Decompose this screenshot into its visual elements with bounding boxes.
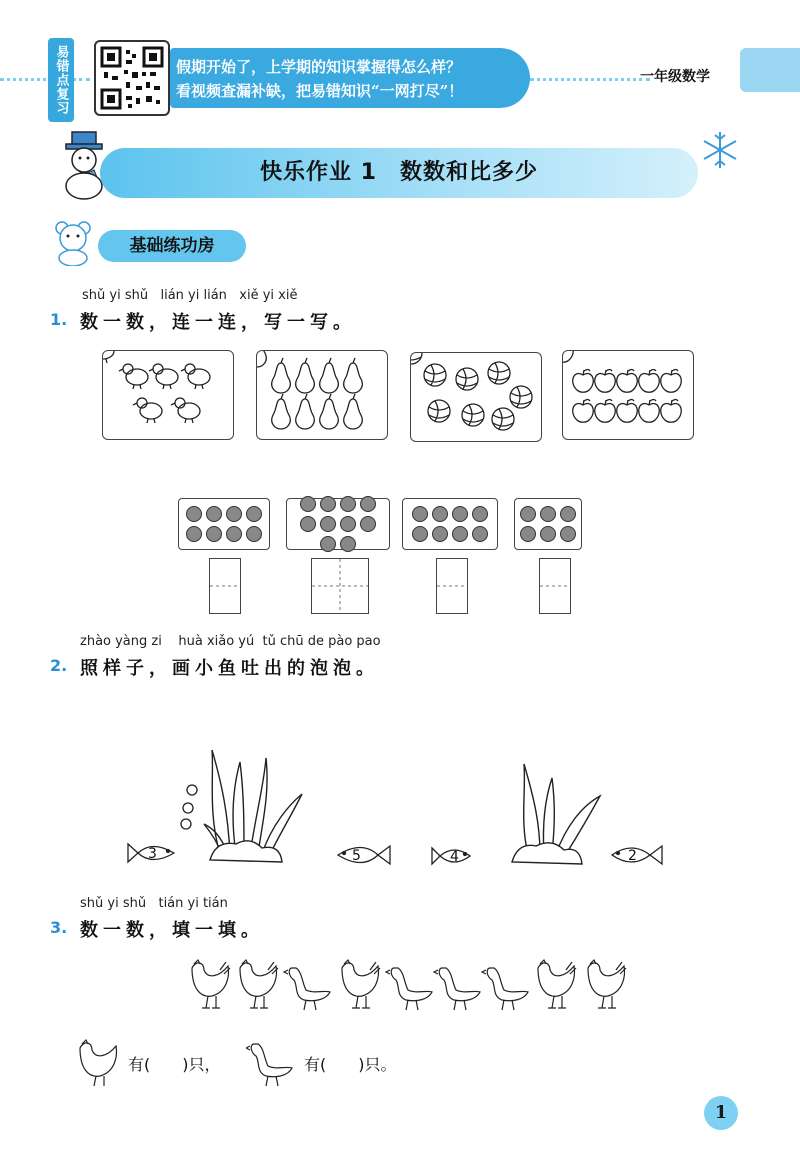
counting-dot bbox=[246, 506, 262, 522]
fish-icon bbox=[332, 840, 392, 874]
bear-icon bbox=[48, 218, 98, 270]
counting-dot bbox=[452, 526, 468, 542]
side-tag: 易错点复习 bbox=[48, 38, 74, 122]
fish-number: 5 bbox=[352, 848, 361, 864]
counting-dot bbox=[360, 496, 376, 512]
banner-line-1: 假期开始了，上学期的知识掌握得怎么样？ bbox=[176, 58, 462, 76]
counting-dot bbox=[206, 506, 222, 522]
qr-code-icon[interactable] bbox=[94, 40, 170, 116]
counting-dot bbox=[540, 506, 556, 522]
dot-box-2[interactable] bbox=[286, 498, 390, 550]
fish-icon bbox=[430, 842, 480, 874]
write-box-4[interactable] bbox=[539, 558, 571, 614]
rooster-count-fill[interactable]: 有( )只， bbox=[128, 1055, 221, 1074]
section-title: 基础练功房 bbox=[129, 236, 215, 256]
counting-dot bbox=[340, 516, 356, 532]
counting-dot bbox=[226, 506, 242, 522]
dot-box-3[interactable] bbox=[402, 498, 498, 550]
banner-line-2: 看视频查漏补缺，把易错知识“一网打尽”！ bbox=[176, 82, 464, 100]
counting-dot bbox=[320, 516, 336, 532]
bubbles-icon bbox=[176, 782, 206, 838]
counting-dot bbox=[472, 526, 488, 542]
header-dotted-line-right bbox=[530, 78, 650, 83]
counting-dot bbox=[360, 516, 376, 532]
page-number: 1 bbox=[704, 1096, 738, 1130]
counting-dot bbox=[412, 506, 428, 522]
write-box-2[interactable] bbox=[311, 558, 369, 614]
counting-dot bbox=[520, 526, 536, 542]
q2-number: 2. bbox=[50, 656, 68, 675]
counting-dot bbox=[186, 526, 202, 542]
q3-text: 数一数，填一填。 bbox=[80, 920, 264, 941]
grade-tab bbox=[740, 48, 800, 92]
counting-dot bbox=[412, 526, 428, 542]
dot-box-4[interactable] bbox=[514, 498, 582, 550]
counting-dot bbox=[472, 506, 488, 522]
counting-dot bbox=[560, 526, 576, 542]
counting-dot bbox=[246, 526, 262, 542]
counting-dot bbox=[452, 506, 468, 522]
goose-icon bbox=[246, 1036, 300, 1092]
counting-dot bbox=[300, 496, 316, 512]
counting-dot bbox=[340, 496, 356, 512]
birds-row bbox=[186, 958, 636, 1018]
q2-text: 照样子，画小鱼吐出的泡泡。 bbox=[80, 658, 379, 679]
counting-dot bbox=[320, 536, 336, 552]
write-box-1[interactable] bbox=[209, 558, 241, 614]
q1-text: 数一数，连一连，写一写。 bbox=[80, 312, 356, 333]
counting-dot bbox=[206, 526, 222, 542]
pear-box[interactable] bbox=[256, 350, 388, 440]
dot-box-1[interactable] bbox=[178, 498, 270, 550]
counting-dot bbox=[520, 506, 536, 522]
q3-pinyin: shǔ yi shǔ tián yi tián bbox=[80, 896, 228, 911]
counting-dot bbox=[226, 526, 242, 542]
counting-dot bbox=[540, 526, 556, 542]
header-dotted-line-left bbox=[0, 78, 90, 83]
fish-icon bbox=[126, 838, 182, 872]
fish-icon bbox=[608, 840, 664, 874]
fish-number: 2 bbox=[628, 848, 637, 864]
apple-box[interactable] bbox=[562, 350, 694, 440]
rooster-icon bbox=[74, 1038, 124, 1092]
counting-dot bbox=[320, 496, 336, 512]
fish-number: 3 bbox=[148, 846, 157, 862]
grade-label: 一年级数学 bbox=[640, 69, 710, 85]
ball-box[interactable] bbox=[410, 352, 542, 442]
q3-number: 3. bbox=[50, 918, 68, 937]
seaweed-icon bbox=[200, 744, 310, 876]
seaweed-icon bbox=[506, 762, 606, 876]
q1-number: 1. bbox=[50, 310, 68, 329]
goose-count-fill[interactable]: 有( )只。 bbox=[304, 1055, 397, 1074]
q1-pinyin: shǔ yi shǔ lián yi lián xiě yi xiě bbox=[82, 288, 298, 303]
chick-box[interactable] bbox=[102, 350, 234, 440]
counting-dot bbox=[432, 526, 448, 542]
counting-dot bbox=[560, 506, 576, 522]
counting-dot bbox=[186, 506, 202, 522]
counting-dot bbox=[340, 536, 356, 552]
snowflake-icon bbox=[700, 130, 740, 174]
page-title: 快乐作业 1 数数和比多少 bbox=[260, 160, 538, 185]
counting-dot bbox=[432, 506, 448, 522]
write-box-3[interactable] bbox=[436, 558, 468, 614]
fish-number: 4 bbox=[450, 849, 459, 865]
q2-pinyin: zhào yàng zi huà xiǎo yú tǔ chū de pào pao bbox=[80, 634, 381, 649]
counting-dot bbox=[300, 516, 316, 532]
